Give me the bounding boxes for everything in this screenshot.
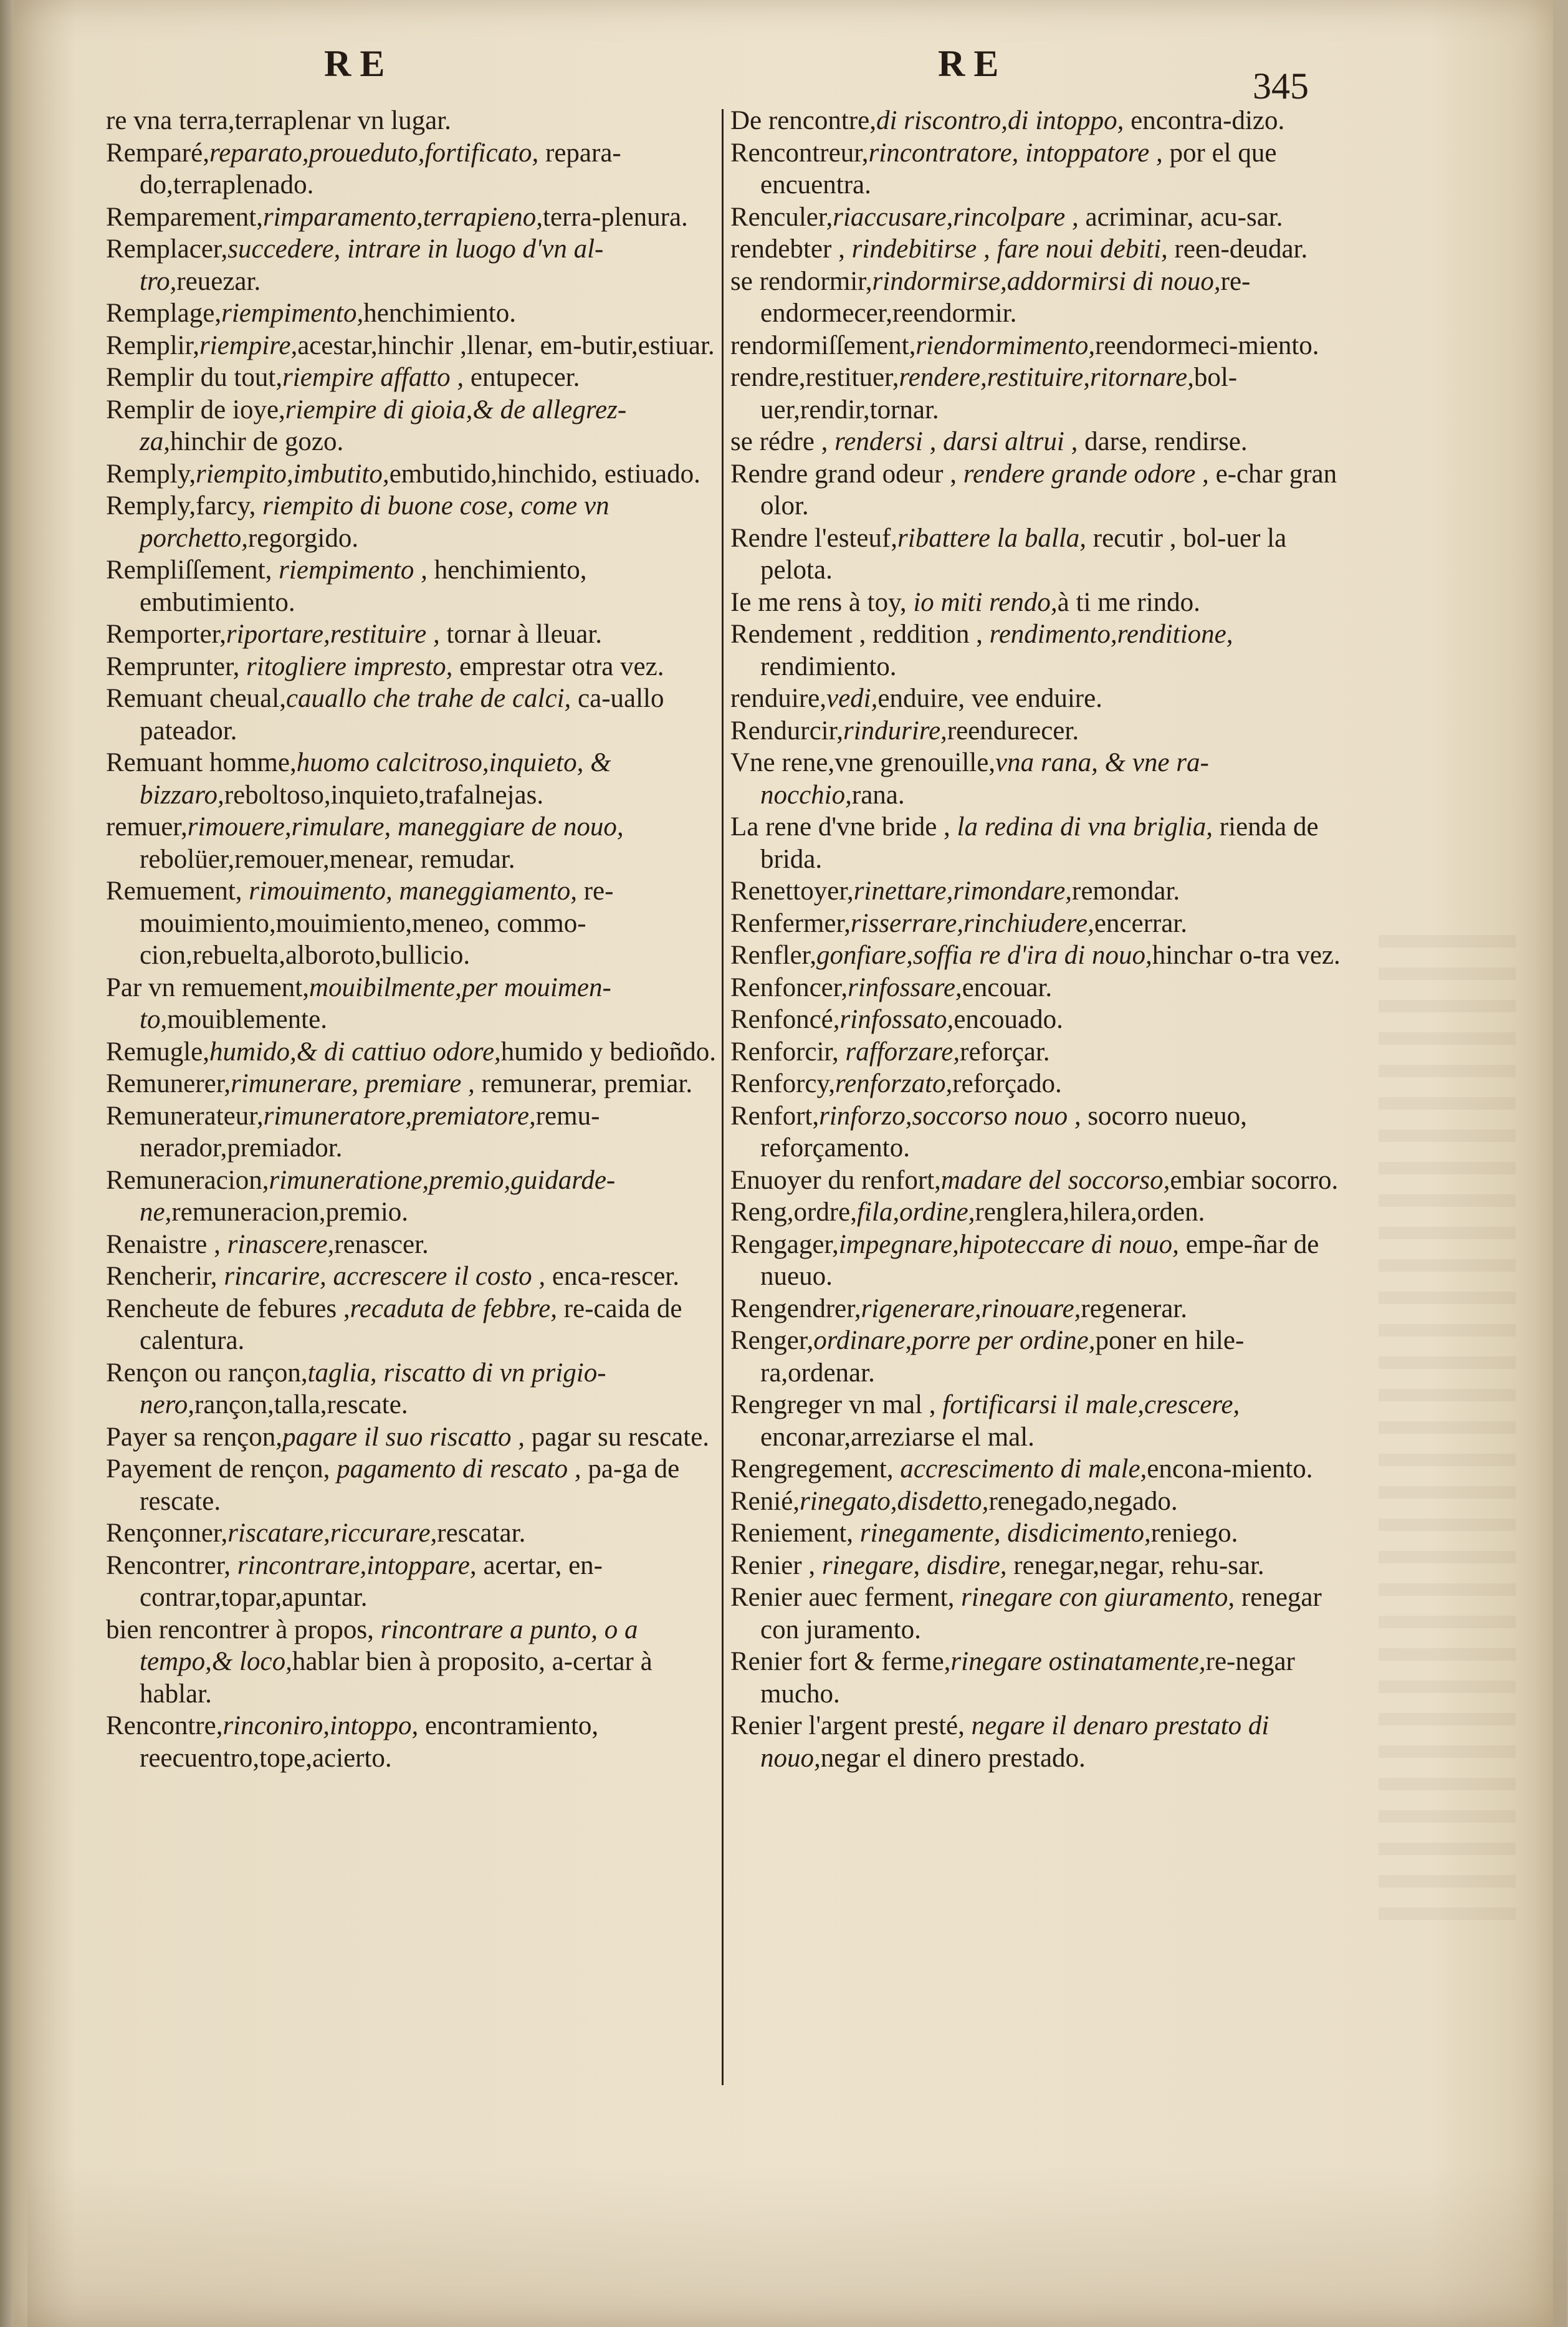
entry-headword: rendre,restituer, xyxy=(730,363,899,392)
entry-spanish: e-char gran olor. xyxy=(760,459,1337,521)
dictionary-entry xyxy=(729,105,1352,137)
entry-headword: Rencheute de febures , xyxy=(106,1293,350,1323)
entry-headword: Remparé, xyxy=(106,138,209,168)
entry-italian: pagamento di rescato , xyxy=(337,1454,581,1484)
entry-spanish: re-caida de calentura. xyxy=(140,1293,682,1355)
entry-spanish: encontra-dizo. xyxy=(1124,106,1285,135)
dictionary-entry xyxy=(106,1453,717,1517)
entry-headword: se rendormir, xyxy=(730,266,872,296)
entry-headword: Remplacer, xyxy=(106,234,228,264)
entry-spanish: enconar,arreziarse el mal. xyxy=(760,1422,1035,1452)
dictionary-entry xyxy=(729,201,1352,234)
entry-spanish: hablar bien à proposito, a-certar à hablar. xyxy=(140,1647,653,1709)
entry-spanish: negar el dinero prestado. xyxy=(820,1743,1086,1773)
entry-italian: rinegare ostinatamente, xyxy=(950,1647,1206,1676)
entry-italian: fortificarsi il male,crescere, xyxy=(942,1390,1240,1419)
dictionary-entry xyxy=(729,1196,1352,1229)
entry-headword: Remuneracion, xyxy=(106,1165,269,1195)
entry-headword: Renfoncer, xyxy=(730,972,848,1002)
entry-headword: Rendurcir, xyxy=(730,716,843,746)
entry-spanish: entupecer. xyxy=(464,363,580,392)
entry-headword: Remplir de ioye, xyxy=(106,395,285,425)
entry-headword: re vna terra, xyxy=(106,106,235,135)
dictionary-entry xyxy=(729,330,1352,362)
entry-spanish: remunerar, premiar. xyxy=(474,1069,693,1098)
entry-italian: ritogliere impresto, xyxy=(246,651,453,681)
entry-headword: Payement de rençon, xyxy=(106,1454,337,1484)
entry-italian: rimuneratore,premiatore, xyxy=(263,1101,536,1131)
entry-headword: Renier , xyxy=(730,1550,822,1580)
entry-headword: Rendement , reddition , xyxy=(730,620,990,649)
dictionary-entry xyxy=(106,683,717,747)
entry-headword: Remugle, xyxy=(106,1037,209,1067)
entry-headword: Renier l'argent presté, xyxy=(730,1711,972,1740)
entry-italian: rimouere,rimulare, maneggiare de nouo, xyxy=(187,812,624,842)
dictionary-entry xyxy=(729,618,1352,683)
entry-spanish: recutir , bol-uer la pelota. xyxy=(760,523,1287,585)
entry-headword: Renger, xyxy=(730,1326,814,1355)
entry-headword: Remply,farcy, xyxy=(106,491,263,521)
dictionary-entry xyxy=(729,1229,1352,1293)
entry-spanish: remu-nerador,premiador. xyxy=(140,1101,600,1163)
entry-italian: renforzato, xyxy=(834,1069,953,1098)
entry-spanish: bol-uer,rendir,tornar. xyxy=(760,363,1238,425)
entry-italian: rendere grande odore , xyxy=(963,459,1209,489)
entry-spanish: reforçado. xyxy=(952,1069,1062,1098)
dictionary-entry xyxy=(729,908,1352,940)
entry-headword: rendebter , xyxy=(730,234,852,264)
entry-spanish: reuezar. xyxy=(176,266,261,296)
entry-italian: riempire, xyxy=(199,330,298,360)
dictionary-entry xyxy=(729,1293,1352,1325)
entry-spanish: terraplenar vn lugar. xyxy=(234,106,451,135)
dictionary-entry xyxy=(729,875,1352,908)
entry-headword: Remplir, xyxy=(106,330,199,360)
entry-spanish: re-endormecer,reendormir. xyxy=(760,266,1251,328)
entry-headword: Renaistre , xyxy=(106,1229,227,1259)
entry-spanish: encouado. xyxy=(954,1005,1063,1034)
entry-spanish: encerrar. xyxy=(1094,908,1188,938)
entry-headword: Rencontreur, xyxy=(730,138,869,168)
entry-italian: rincontratore, intoppatore , xyxy=(868,138,1163,168)
entry-headword: Remuant cheual, xyxy=(106,684,286,713)
page-binding-edge xyxy=(0,0,14,2327)
dictionary-entry xyxy=(729,811,1352,875)
entry-headword: Vne rene,vne grenouille, xyxy=(730,748,996,777)
entry-spanish: regenerar. xyxy=(1081,1293,1188,1323)
running-header-right: RE xyxy=(938,43,1008,84)
entry-italian: madare del soccorso, xyxy=(940,1165,1170,1195)
dictionary-entry xyxy=(106,330,717,362)
entry-spanish: à ti me rindo. xyxy=(1057,587,1200,617)
entry-spanish: repara-do,terraplenado. xyxy=(140,138,621,199)
entry-headword: Rengregement, xyxy=(730,1454,901,1484)
entry-italian: rimuneratione,premio,guidarde-ne, xyxy=(140,1165,616,1227)
dictionary-entry xyxy=(729,1550,1352,1582)
entry-spanish: tornar à lleuar. xyxy=(439,620,603,649)
entry-italian: rindormirse,addormirsi di nouo, xyxy=(872,266,1221,296)
dictionary-entry xyxy=(729,1068,1352,1100)
entry-italian: rimouimento, maneggiamento, xyxy=(249,876,577,906)
dictionary-entry xyxy=(106,233,717,297)
running-header-left: RE xyxy=(324,43,394,84)
entry-italian: vedi, xyxy=(826,684,878,713)
entry-spanish: reendurecer. xyxy=(947,716,1079,746)
entry-headword: Remporter, xyxy=(106,620,226,649)
entry-headword: Rengager, xyxy=(730,1229,839,1259)
entry-spanish: hinchir de gozo. xyxy=(170,427,344,456)
entry-spanish: pagar su rescate. xyxy=(524,1422,710,1452)
dictionary-entry xyxy=(106,201,717,234)
entry-spanish: reniego. xyxy=(1150,1519,1238,1548)
dictionary-entry xyxy=(106,1068,717,1100)
entry-headword: Rençonner, xyxy=(106,1519,228,1548)
dictionary-entry xyxy=(106,105,717,137)
show-through-bleed xyxy=(1379,935,1516,1932)
dictionary-entry xyxy=(729,1036,1352,1068)
entry-headword: Rengendrer, xyxy=(730,1293,861,1323)
entry-headword: Renier fort & ferme, xyxy=(730,1647,951,1676)
dictionary-entry xyxy=(729,1485,1352,1518)
entry-headword: Renfoncé, xyxy=(730,1005,840,1034)
column-divider xyxy=(722,109,724,2085)
entry-headword: Remparement, xyxy=(106,202,263,232)
dictionary-entry xyxy=(729,458,1352,522)
entry-headword: Rencontre, xyxy=(106,1711,223,1740)
entry-italian: rimunerare, premiare , xyxy=(231,1069,475,1098)
entry-spanish: re-negar mucho. xyxy=(760,1647,1295,1709)
entry-italian: pagare il suo riscatto , xyxy=(282,1422,525,1452)
entry-headword: Remply, xyxy=(106,459,196,489)
page-number: 345 xyxy=(1253,65,1309,107)
dictionary-entry xyxy=(729,1004,1352,1036)
entry-spanish: rescatar. xyxy=(437,1519,526,1548)
entry-headword: Reniement, xyxy=(730,1519,860,1548)
dictionary-entry xyxy=(729,1325,1352,1389)
entry-italian: rendere,restituire,ritornare, xyxy=(899,363,1194,392)
entry-italian: rincontrare,intoppare, xyxy=(237,1550,477,1580)
entry-spanish: rebolüer,remouer,menear, remudar. xyxy=(140,844,515,874)
dictionary-entry xyxy=(729,1453,1352,1485)
entry-spanish: rienda de brida. xyxy=(760,812,1319,874)
dictionary-entry xyxy=(106,651,717,683)
entry-headword: Renfler, xyxy=(730,941,816,970)
entry-italian: rigenerare,rinouare, xyxy=(861,1293,1081,1323)
entry-headword: Rempliſſement, xyxy=(106,555,279,585)
entry-italian: rinegato,disdetto, xyxy=(800,1486,989,1516)
entry-italian: gonfiare,soffia re d'ira di nouo, xyxy=(816,941,1152,970)
dictionary-entry xyxy=(106,137,717,201)
dictionary-entry xyxy=(729,683,1352,715)
entry-spanish: encouar. xyxy=(962,972,1053,1002)
dictionary-entry xyxy=(729,747,1352,811)
dictionary-entry xyxy=(729,587,1352,619)
dictionary-entry xyxy=(729,233,1352,266)
entry-italian: impegnare,hipoteccare di nouo, xyxy=(838,1229,1179,1259)
entry-headword: Renier auec ferment, xyxy=(730,1583,962,1612)
page-shadow xyxy=(27,2165,1567,2327)
entry-headword: Payer sa rençon, xyxy=(106,1422,282,1452)
entry-spanish: re-mouimiento,mouimiento,meneo, commo-cion,rebuelta,alboroto,bullicio. xyxy=(140,876,614,970)
entry-spanish: remondar. xyxy=(1072,876,1180,906)
entry-italian: humido,& di cattiuo odore, xyxy=(209,1037,501,1067)
entry-headword: Renettoyer, xyxy=(730,876,854,906)
entry-italian: fila,ordine, xyxy=(857,1197,975,1227)
dictionary-entry xyxy=(106,1164,717,1229)
dictionary-entry xyxy=(106,1421,717,1454)
entry-italian: riportare,restituire , xyxy=(226,620,440,649)
entry-italian: riscatare,riccurare, xyxy=(227,1519,437,1548)
entry-italian: riempito,imbutito, xyxy=(196,459,390,489)
left-column xyxy=(106,105,717,1774)
entry-headword: Rengreger vn mal , xyxy=(730,1390,943,1419)
entry-headword: Remunerer, xyxy=(106,1069,231,1098)
dictionary-entry xyxy=(106,1229,717,1261)
entry-italian: rinegamente, disdicimento, xyxy=(859,1519,1151,1548)
entry-spanish: embiar socorro. xyxy=(1170,1165,1339,1195)
dictionary-entry xyxy=(106,1357,717,1421)
entry-spanish: embutido,hinchido, estiuado. xyxy=(389,459,700,489)
entry-headword: Enuoyer du renfort, xyxy=(730,1165,941,1195)
dictionary-entry xyxy=(729,1100,1352,1164)
entry-headword: Renculer, xyxy=(730,202,833,232)
dictionary-entry xyxy=(729,972,1352,1004)
entry-spanish: emprestar otra vez. xyxy=(452,651,664,681)
entry-spanish: renegar,negar, rehu-sar. xyxy=(1006,1550,1264,1580)
dictionary-entry xyxy=(106,458,717,491)
entry-spanish: terra-plenura. xyxy=(543,202,688,232)
entry-italian: riempito di buone cose, come vn porchetto, xyxy=(140,491,610,553)
dictionary-entry xyxy=(729,1164,1352,1197)
entry-headword: Remplage, xyxy=(106,299,222,328)
entry-italian: negare il denaro prestato di nouo, xyxy=(760,1711,1269,1773)
entry-spanish: hinchar o-tra vez. xyxy=(1152,941,1341,970)
dictionary-entry xyxy=(729,1517,1352,1550)
entry-headword: Rencontrer, xyxy=(106,1550,237,1580)
dictionary-entry xyxy=(729,715,1352,747)
entry-spanish: regorgido. xyxy=(247,523,359,553)
entry-italian: ordinare,porre per ordine, xyxy=(813,1326,1096,1355)
dictionary-entry xyxy=(106,554,717,618)
entry-italian: ribattere la balla, xyxy=(897,523,1087,553)
entry-italian: riempire di gioia,& de allegrez-za, xyxy=(140,395,627,456)
entry-headword: Rencherir, xyxy=(106,1262,224,1291)
entry-headword: De rencontre, xyxy=(730,106,876,135)
entry-headword: rendormiſſement, xyxy=(730,330,916,360)
entry-italian: rinfossare, xyxy=(848,972,962,1002)
entry-spanish: rendimiento. xyxy=(760,651,897,681)
entry-spanish: remuneracion,premio. xyxy=(171,1197,409,1227)
entry-italian: cauallo che trahe de calci, xyxy=(285,684,571,713)
entry-italian: rinegare, disdire, xyxy=(821,1550,1007,1580)
dictionary-entry xyxy=(106,1710,717,1774)
entry-italian: recaduta de febbre, xyxy=(350,1293,557,1323)
entry-italian: riaccusare,rincolpare , xyxy=(833,202,1079,232)
entry-italian: vna rana, & vne ra-nocchio, xyxy=(760,748,1209,810)
entry-spanish: humido y bedioñdo. xyxy=(500,1037,716,1067)
dictionary-entry xyxy=(729,1710,1352,1774)
entry-spanish: encontramiento, reecuentro,tope,acierto. xyxy=(140,1711,599,1773)
entry-italian: taglia, riscatto di vn prigio-nero, xyxy=(140,1358,606,1419)
dictionary-entry xyxy=(729,1581,1352,1646)
entry-italian: rindurire, xyxy=(843,716,947,746)
entry-italian: rinegare con giuramento, xyxy=(961,1583,1235,1612)
entry-italian: rinascere, xyxy=(227,1229,335,1259)
entry-spanish: acriminar, acu-sar. xyxy=(1078,202,1283,232)
entry-italian: rincarire, accrescere il costo , xyxy=(224,1262,546,1291)
entry-italian: rincontrare a punto, o a tempo,& loco, xyxy=(140,1615,638,1676)
entry-headword: Renforcy, xyxy=(730,1069,835,1098)
entry-spanish: acertar, en-contrar,topar,apuntar. xyxy=(140,1550,603,1612)
entry-headword: Par vn remuement, xyxy=(106,972,309,1002)
entry-spanish: acestar,hinchir ,llenar, em-butir,estiuar. xyxy=(297,330,715,360)
entry-spanish: ca-uallo pateador. xyxy=(140,684,664,746)
entry-italian: rindebitirse , fare noui debiti, xyxy=(851,234,1168,264)
dictionary-entry xyxy=(729,1389,1352,1453)
entry-spanish: enduire, vee enduire. xyxy=(877,684,1102,713)
dictionary-entry xyxy=(106,747,717,811)
dictionary-entry xyxy=(106,362,717,394)
dictionary-entry xyxy=(106,1517,717,1550)
entry-italian: rimparamento,terrapieno, xyxy=(262,202,543,232)
entry-italian: la redina di vna briglia, xyxy=(957,812,1213,842)
entry-headword: Renforcir, xyxy=(730,1037,846,1067)
entry-headword: Remprunter, xyxy=(106,651,247,681)
entry-headword: Renié, xyxy=(730,1486,800,1516)
entry-italian: risserrare,rinchiudere, xyxy=(850,908,1094,938)
entry-spanish: poner en hile-ra,ordenar. xyxy=(760,1326,1245,1388)
entry-headword: remuer, xyxy=(106,812,188,842)
dictionary-entry xyxy=(106,297,717,330)
entry-spanish: reboltoso,inquieto,trafalnejas. xyxy=(224,780,544,810)
entry-spanish: renglera,hilera,orden. xyxy=(975,1197,1205,1227)
dictionary-entry xyxy=(729,137,1352,201)
dictionary-entry xyxy=(106,1100,717,1164)
dictionary-entry xyxy=(106,1293,717,1357)
entry-spanish: enca-rescer. xyxy=(545,1262,680,1291)
entry-headword: La rene d'vne bride , xyxy=(730,812,957,842)
entry-headword: renduire, xyxy=(730,684,827,713)
dictionary-entry xyxy=(729,362,1352,426)
dictionary-entry xyxy=(106,1614,717,1710)
entry-italian: mouibilmente,per mouimen-to, xyxy=(140,972,611,1034)
entry-italian: huomo calcitroso,inquieto, & bizzaro, xyxy=(140,748,611,810)
entry-italian: riempimento, xyxy=(221,299,364,328)
entry-italian: riempimento , xyxy=(279,555,428,585)
entry-italian: io miti rendo, xyxy=(913,587,1058,617)
entry-headword: Rençon ou rançon, xyxy=(106,1358,308,1388)
entry-headword: Renfermer, xyxy=(730,908,851,938)
entry-headword: Remunerateur, xyxy=(106,1101,264,1131)
entry-headword: Remplir du tout, xyxy=(106,363,283,392)
dictionary-entry xyxy=(106,490,717,554)
dictionary-entry xyxy=(729,1646,1352,1710)
entry-italian: succedere, intrare in luogo d'vn al-tro, xyxy=(140,234,604,296)
entry-spanish: pa-ga de rescate. xyxy=(140,1454,680,1516)
entry-spanish: encona-miento. xyxy=(1147,1454,1313,1484)
entry-spanish: henchimiento. xyxy=(363,299,516,328)
entry-italian: rinconiro,intoppo, xyxy=(222,1711,419,1740)
entry-italian: di riscontro,di intoppo, xyxy=(876,106,1124,135)
entry-spanish: socorro nueuo, reforçamento. xyxy=(760,1101,1247,1163)
entry-spanish: henchimiento, embutimiento. xyxy=(140,555,587,617)
dictionary-entry xyxy=(106,811,717,875)
entry-headword: Renfort, xyxy=(730,1101,820,1131)
entry-headword: Remuant homme, xyxy=(106,748,297,777)
dictionary-entry xyxy=(106,1036,717,1068)
entry-spanish: empe-ñar de nueuo. xyxy=(760,1229,1319,1291)
entry-italian: rinforzo,soccorso nouo , xyxy=(819,1101,1081,1131)
dictionary-entry xyxy=(106,618,717,651)
right-column xyxy=(729,105,1352,1774)
entry-spanish: mouiblemente. xyxy=(167,1005,327,1034)
entry-spanish: renascer. xyxy=(334,1229,429,1259)
dictionary-entry xyxy=(729,426,1352,458)
entry-headword: Ie me rens à toy, xyxy=(730,587,914,617)
entry-italian: reparato,proueduto,fortificato, xyxy=(209,138,539,168)
dictionary-entry xyxy=(729,939,1352,972)
entry-headword: bien rencontrer à propos, xyxy=(106,1615,381,1644)
entry-spanish: rançon,talla,rescate. xyxy=(194,1390,408,1419)
dictionary-entry xyxy=(106,972,717,1036)
entry-italian: rinfossato, xyxy=(839,1005,954,1034)
dictionary-entry xyxy=(106,1550,717,1614)
entry-headword: Remuement, xyxy=(106,876,249,906)
entry-spanish: por el que encuentra. xyxy=(760,138,1277,199)
entry-italian: rendimento,renditione, xyxy=(989,620,1233,649)
entry-headword: Reng,ordre, xyxy=(730,1197,857,1227)
entry-spanish: reendormeci-miento. xyxy=(1095,330,1319,360)
entry-spanish: reforçar. xyxy=(960,1037,1050,1067)
entry-spanish: rana. xyxy=(851,780,905,810)
entry-spanish: reen-deudar. xyxy=(1167,234,1308,264)
entry-italian: rafforzare, xyxy=(845,1037,960,1067)
dictionary-entry xyxy=(729,266,1352,330)
entry-italian: riendormimento, xyxy=(915,330,1096,360)
entry-spanish: renegar con juramento. xyxy=(760,1583,1322,1644)
dictionary-entry xyxy=(106,394,717,458)
dictionary-entry xyxy=(106,875,717,972)
entry-italian: accrescimento di male, xyxy=(900,1454,1147,1484)
entry-spanish: darse, rendirse. xyxy=(1078,427,1248,456)
dictionary-entry xyxy=(729,522,1352,587)
entry-headword: Rendre l'esteuf, xyxy=(730,523,898,553)
entry-italian: rinettare,rimondare, xyxy=(853,876,1073,906)
entry-headword: se rédre , xyxy=(730,427,835,456)
entry-headword: Rendre grand odeur , xyxy=(730,459,963,489)
entry-italian: rendersi , darsi altrui , xyxy=(834,427,1078,456)
entry-italian: riempire affatto , xyxy=(282,363,464,392)
dictionary-entry xyxy=(106,1260,717,1293)
entry-spanish: renegado,negado. xyxy=(988,1486,1178,1516)
